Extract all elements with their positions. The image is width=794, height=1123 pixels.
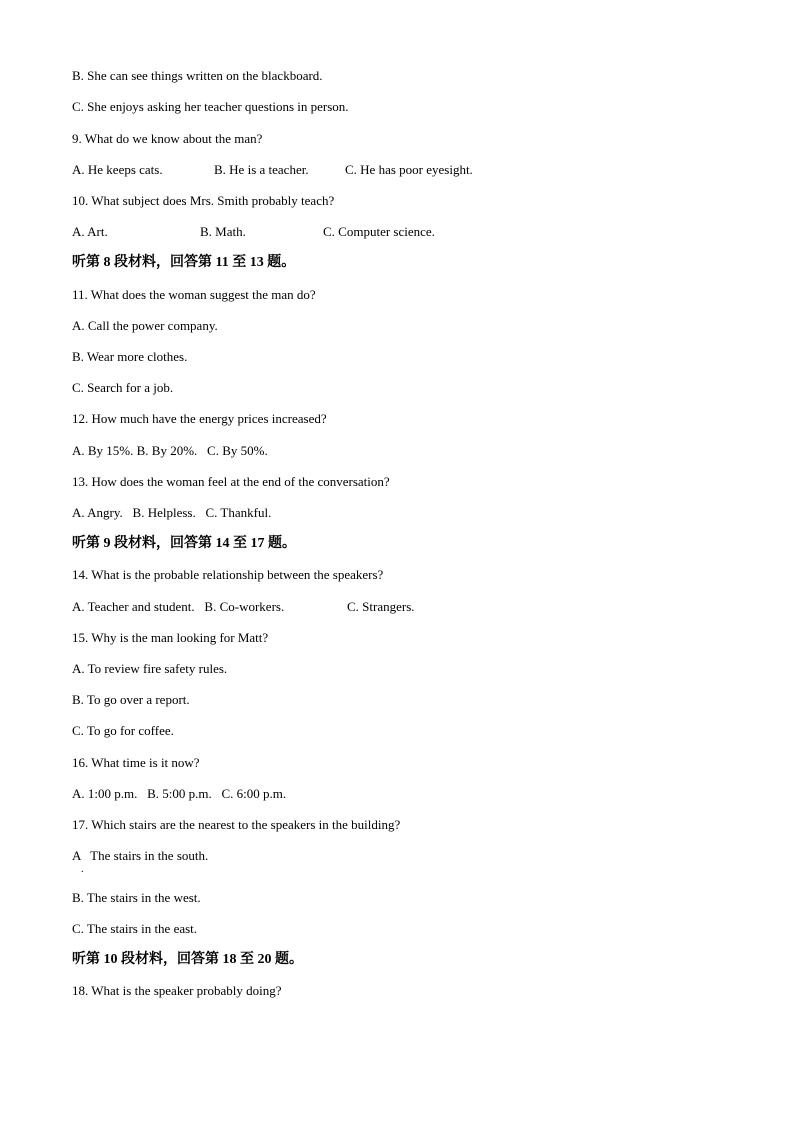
q17-option-b: B. The stairs in the west. bbox=[72, 890, 201, 905]
q14-option-c: C. Strangers. bbox=[347, 599, 415, 614]
section-heading-9: 听第 9 段材料，回答第 14 至 17 题。 bbox=[72, 536, 296, 551]
q18-question: 18. What is the speaker probably doing? bbox=[72, 983, 282, 998]
q12-question: 12. How much have the energy prices increased? bbox=[72, 411, 327, 426]
q11-option-c: C. Search for a job. bbox=[72, 380, 174, 395]
q11-option-a: A. Call the power company. bbox=[72, 318, 218, 333]
stray-dot: . bbox=[81, 864, 84, 875]
q8-option-c: C. She enjoys asking her teacher questions in person. bbox=[72, 99, 349, 114]
q17-option-c: C. The stairs in the east. bbox=[72, 921, 198, 936]
q9-option-b: B. He is a teacher. bbox=[214, 162, 309, 177]
q9-options-row bbox=[72, 162, 572, 178]
q17-question: 17. Which stairs are the nearest to the speakers in the building? bbox=[72, 817, 401, 832]
q16-options: A. 1:00 p.m. B. 5:00 p.m. C. 6:00 p.m. bbox=[72, 786, 287, 801]
q10-question: 10. What subject does Mrs. Smith probably teach? bbox=[72, 193, 335, 208]
q13-question: 13. How does the woman feel at the end of the conversation? bbox=[72, 474, 390, 489]
q11-question: 11. What does the woman suggest the man do? bbox=[72, 287, 316, 302]
q16-question: 16. What time is it now? bbox=[72, 755, 200, 770]
q12-options: A. By 15%. B. By 20%. C. By 50%. bbox=[72, 443, 268, 458]
q10-option-b: B. Math. bbox=[200, 224, 246, 239]
q13-options: A. Angry. B. Helpless. C. Thankful. bbox=[72, 505, 272, 520]
q9-question: 9. What do we know about the man? bbox=[72, 131, 263, 146]
section-heading-8: 听第 8 段材料，回答第 11 至 13 题。 bbox=[72, 255, 296, 270]
section-heading-10: 听第 10 段材料，回答第 18 至 20 题。 bbox=[72, 952, 303, 967]
q14-options-row bbox=[72, 599, 572, 615]
q10-options-row bbox=[72, 224, 572, 240]
q17-option-a: A The stairs in the south. bbox=[72, 848, 209, 863]
q14-option-ab: A. Teacher and student. B. Co-workers. bbox=[72, 599, 285, 614]
q9-option-c: C. He has poor eyesight. bbox=[345, 162, 473, 177]
q15-option-c: C. To go for coffee. bbox=[72, 723, 174, 738]
q15-option-b: B. To go over a report. bbox=[72, 692, 190, 707]
q15-option-a: A. To review fire safety rules. bbox=[72, 661, 228, 676]
q10-option-a: A. Art. bbox=[72, 224, 108, 239]
q15-question: 15. Why is the man looking for Matt? bbox=[72, 630, 269, 645]
q14-question: 14. What is the probable relationship between the speakers? bbox=[72, 567, 384, 582]
q10-option-c: C. Computer science. bbox=[323, 224, 435, 239]
q8-option-b: B. She can see things written on the blackboard. bbox=[72, 68, 323, 83]
q9-option-a: A. He keeps cats. bbox=[72, 162, 163, 177]
q11-option-b: B. Wear more clothes. bbox=[72, 349, 188, 364]
